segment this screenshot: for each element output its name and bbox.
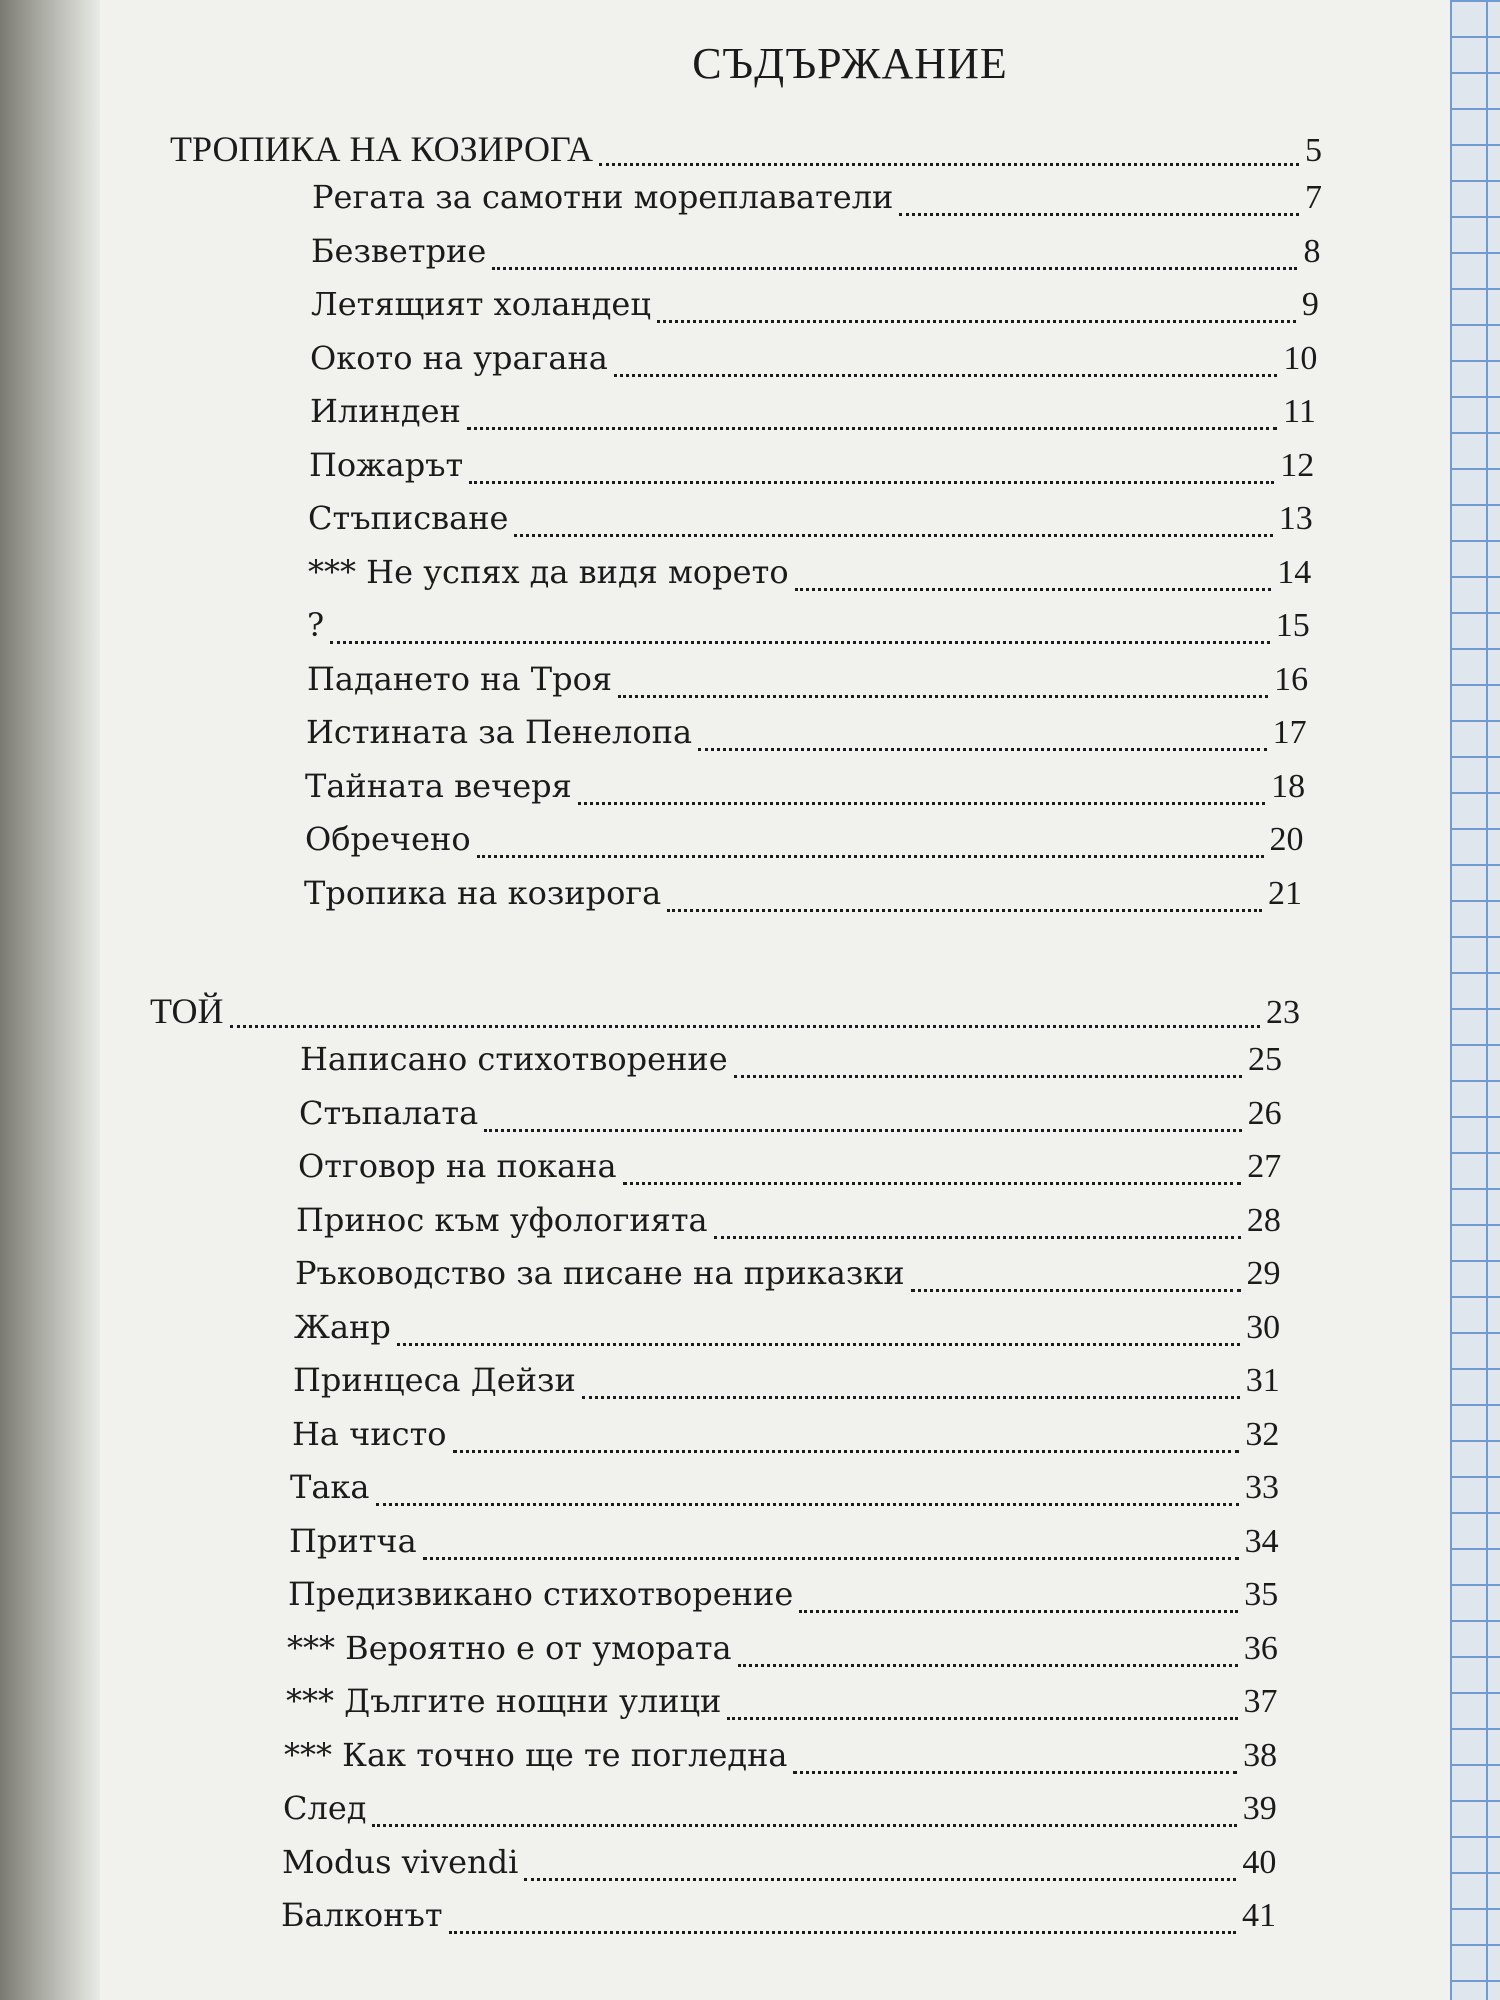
page-number: 5 xyxy=(1305,132,1322,169)
page-title: СЪДЪРЖАНИЕ xyxy=(692,39,1008,88)
page-number: 41 xyxy=(1242,1897,1276,1934)
entry-title: Стъписване xyxy=(308,499,509,537)
entry-title: Жанр xyxy=(294,1307,391,1346)
toc-entry xyxy=(305,820,1304,866)
toc-entry xyxy=(310,339,1317,385)
page-number: 33 xyxy=(1245,1469,1279,1506)
leader-dots xyxy=(423,1556,1239,1560)
entry-title: *** Не успях да видя морето xyxy=(308,552,789,591)
entry-title: Modus vivendi xyxy=(282,1842,519,1881)
toc-entry xyxy=(305,767,1305,813)
toc-entry xyxy=(283,1789,1277,1835)
toc-entry xyxy=(284,1736,1277,1782)
toc-entry xyxy=(299,1094,1282,1140)
toc-section-heading xyxy=(150,990,1300,1036)
page-number: 37 xyxy=(1243,1683,1278,1720)
page-number: 38 xyxy=(1243,1736,1278,1774)
entry-title: Регата за самотни мореплаватели xyxy=(312,178,894,216)
section-title: ТРОПИКА НА КОЗИРОГА xyxy=(170,129,593,169)
entry-title: Предизвикано стихотворение xyxy=(288,1575,794,1613)
entry-title: Летящият холандец xyxy=(311,285,651,323)
toc-entry xyxy=(296,1201,1281,1247)
section-title: ТОЙ xyxy=(150,991,224,1031)
entry-title: Окото на урагана xyxy=(310,338,608,377)
leader-dots xyxy=(230,1024,1260,1028)
entry-title: *** Вероятно е от умората xyxy=(287,1628,732,1667)
leader-dots xyxy=(376,1502,1240,1506)
page-number: 14 xyxy=(1277,553,1312,591)
toc-entry xyxy=(281,1896,1276,1942)
page-number: 28 xyxy=(1246,1201,1281,1239)
leader-dots xyxy=(793,1770,1237,1774)
leader-dots xyxy=(578,801,1265,805)
page-number: 12 xyxy=(1280,446,1315,484)
leader-dots xyxy=(795,587,1272,591)
table-of-contents xyxy=(100,0,1450,2000)
toc-entry xyxy=(306,713,1307,759)
entry-title: Принос към уфологията xyxy=(296,1200,708,1239)
entry-title: *** Дългите нощни улици xyxy=(286,1682,722,1720)
page-number: 8 xyxy=(1303,232,1321,270)
entry-title: Ръководство за писане на приказки xyxy=(295,1254,905,1292)
toc-entry xyxy=(309,446,1314,492)
toc-entry xyxy=(304,874,1302,920)
page-number: 30 xyxy=(1246,1308,1281,1346)
leader-dots xyxy=(618,694,1268,698)
leader-dots xyxy=(524,1877,1236,1881)
entry-title: Отговор на покана xyxy=(298,1147,617,1185)
page-number: 29 xyxy=(1246,1255,1281,1292)
leader-dots xyxy=(614,373,1278,377)
toc-entry xyxy=(290,1468,1279,1514)
entry-title: ? xyxy=(307,606,325,644)
page-number: 32 xyxy=(1245,1415,1280,1453)
entry-title: Безветрие xyxy=(311,231,487,270)
page-number: 31 xyxy=(1245,1362,1280,1399)
page-number: 15 xyxy=(1275,607,1310,644)
leader-dots xyxy=(899,212,1299,216)
page-number: 13 xyxy=(1278,500,1313,537)
entry-title: На чисто xyxy=(292,1414,447,1453)
toc-entry xyxy=(288,1575,1278,1621)
toc-entry xyxy=(311,285,1319,331)
toc-entry xyxy=(312,178,1322,224)
page-number: 27 xyxy=(1247,1148,1282,1185)
leader-dots xyxy=(467,426,1277,430)
entry-title: Пожарът xyxy=(309,445,464,484)
toc-entry xyxy=(293,1361,1280,1407)
entry-title: Притча xyxy=(289,1521,417,1560)
leader-dots xyxy=(469,480,1274,484)
page-number: 35 xyxy=(1244,1576,1279,1613)
leader-dots xyxy=(799,1609,1238,1613)
leader-dots xyxy=(492,266,1297,270)
page-number: 10 xyxy=(1283,339,1318,377)
toc-entry xyxy=(286,1682,1278,1728)
entry-title: Илинден xyxy=(310,392,461,430)
toc-entry xyxy=(308,499,1313,545)
entry-title: Така xyxy=(290,1468,370,1506)
leader-dots xyxy=(738,1663,1238,1667)
page-number: 17 xyxy=(1272,714,1307,751)
leader-dots xyxy=(453,1449,1240,1453)
toc-entry xyxy=(292,1415,1279,1461)
page-number: 39 xyxy=(1242,1790,1277,1827)
book-binding xyxy=(0,0,100,2000)
entry-title: Падането на Троя xyxy=(307,659,613,698)
leader-dots xyxy=(714,1235,1241,1239)
book-page xyxy=(100,0,1450,2000)
toc-entry xyxy=(295,1254,1281,1300)
entry-title: Тропика на козирога xyxy=(304,873,662,912)
page-number: 7 xyxy=(1305,179,1322,216)
toc-entry xyxy=(289,1522,1279,1568)
page-number: 25 xyxy=(1248,1041,1282,1078)
entry-title: *** Как точно ще те погледна xyxy=(284,1735,788,1774)
page-number: 9 xyxy=(1301,286,1319,323)
toc-entry xyxy=(307,660,1308,706)
toc-entry xyxy=(300,1040,1282,1086)
toc-entry xyxy=(294,1308,1280,1354)
leader-dots xyxy=(599,162,1299,166)
page-number: 16 xyxy=(1274,660,1309,698)
entry-title: След xyxy=(283,1789,367,1827)
entry-title: Написано стихотворение xyxy=(300,1040,728,1078)
page-number: 40 xyxy=(1242,1843,1277,1881)
page-number: 21 xyxy=(1268,874,1302,912)
leader-dots xyxy=(623,1181,1242,1185)
entry-title: Обречено xyxy=(305,820,471,858)
leader-dots xyxy=(734,1074,1242,1078)
page-number: 11 xyxy=(1283,393,1316,430)
entry-title: Тайната вечеря xyxy=(305,766,572,805)
leader-dots xyxy=(657,319,1296,323)
leader-dots xyxy=(727,1716,1237,1720)
leader-dots xyxy=(514,533,1272,537)
leader-dots xyxy=(582,1395,1240,1399)
toc-entry xyxy=(282,1843,1276,1889)
leader-dots xyxy=(330,640,1270,644)
toc-entry xyxy=(298,1147,1281,1193)
toc-entry xyxy=(311,232,1320,278)
leader-dots xyxy=(372,1823,1236,1827)
entry-title: Стъпалата xyxy=(299,1093,479,1132)
toc-entry xyxy=(287,1629,1278,1675)
toc-entry xyxy=(310,392,1316,438)
leader-dots xyxy=(667,908,1262,912)
leader-dots xyxy=(911,1288,1241,1292)
page-number: 18 xyxy=(1271,767,1306,805)
leader-dots xyxy=(477,854,1264,858)
page-number: 20 xyxy=(1269,821,1304,858)
toc-section-heading xyxy=(170,128,1322,174)
leader-dots xyxy=(397,1342,1240,1346)
page-number: 34 xyxy=(1244,1522,1279,1560)
grid-paper-edge xyxy=(1450,0,1500,2000)
page-number: 36 xyxy=(1243,1629,1278,1667)
page-number: 26 xyxy=(1247,1094,1282,1132)
entry-title: Балконът xyxy=(281,1896,443,1934)
entry-title: Истината за Пенелопа xyxy=(306,713,693,751)
entry-title: Принцеса Дейзи xyxy=(293,1361,576,1399)
toc-entry xyxy=(308,553,1311,599)
leader-dots xyxy=(698,747,1267,751)
toc-entry xyxy=(307,606,1310,652)
leader-dots xyxy=(449,1930,1236,1934)
page-number: 23 xyxy=(1266,994,1300,1031)
leader-dots xyxy=(484,1128,1241,1132)
